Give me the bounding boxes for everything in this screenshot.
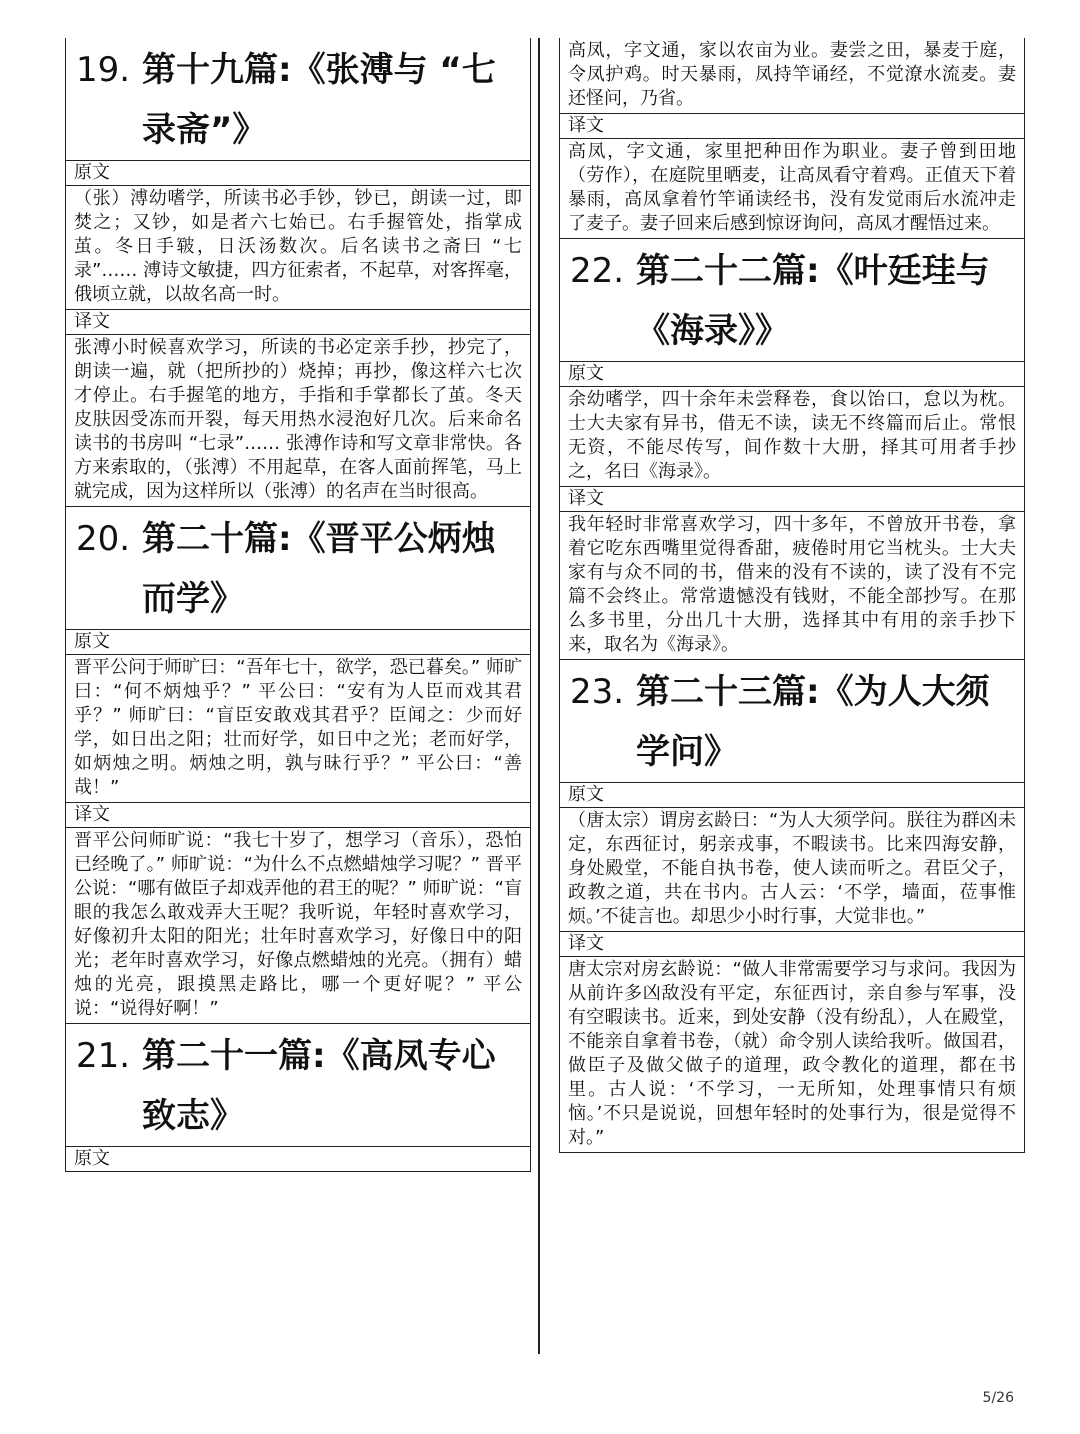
translation-label: 译文	[560, 932, 1024, 957]
translation-label: 译文	[560, 114, 1024, 139]
original-text: 晋平公问于师旷曰：“吾年七十，欲学，恐已暮矣。” 师旷曰：“何不炳烛乎？” 平公曰：“安有为人臣而戏其君乎？” 师旷曰：“盲臣安敢戏其君乎？臣闻之：少而好学，如日出之阳；壮而好学，如日中之光；老而好学，如炳烛之明。炳烛之明，孰与昧行乎？” 平公曰：“善哉！”	[66, 655, 530, 803]
section-number: 21.	[76, 1036, 131, 1076]
translation-text: 高凤，字文通，家里把种田作为职业。妻子曾到田地（劳作），在庭院里晒麦，让高凤看守着鸡。正值天下着暴雨，高凤拿着竹竿诵读经书，没有发觉雨后水流冲走了麦子。妻子回来后感到惊讶询问，高凤才醒悟过来。	[560, 139, 1024, 239]
original-text-label: 原文	[66, 1147, 530, 1172]
original-text-label: 原文	[560, 783, 1024, 808]
section-19-heading	[66, 38, 530, 161]
section-20-heading	[66, 507, 530, 630]
original-text: （张）溥幼嗜学，所读书必手钞，钞已，朗读一过，即焚之；又钞，如是者六七始已。右手握管处，指掌成茧。冬日手皲，日沃汤数次。后名读书之斋曰 “七录”…… 溥诗文敏捷，四方征索者，不起草，对客挥毫，俄顷立就，以故名高一时。	[66, 186, 530, 310]
translation-label: 译文	[560, 487, 1024, 512]
translation-label: 译文	[66, 310, 530, 335]
section-title: 第二十二篇:《叶廷珪与《海录》》	[636, 251, 990, 351]
translation-label: 译文	[66, 803, 530, 828]
original-text-label: 原文	[66, 161, 530, 186]
translation-text: 张溥小时候喜欢学习，所读的书必定亲手抄，抄完了，朗读一遍，就（把所抄的）烧掉；再抄，像这样六七次才停止。右手握笔的地方，手指和手掌都长了茧。冬天皮肤因受冻而开裂，每天用热水浸泡好几次。后来命名读书的书房叫 “七录”…… 张溥作诗和写文章非常快。各方来索取的，（张溥）不用起草，在客人面前挥笔，马上就完成，因为这样所以（张溥）的名声在当时很高。	[66, 335, 530, 507]
section-title: 第十九篇:《张溥与 “七录斋”》	[142, 50, 496, 150]
section-title: 第二十一篇:《高凤专心致志》	[142, 1036, 496, 1136]
section-number: 19.	[76, 50, 131, 90]
original-text: 高凤，字文通，家以农亩为业。妻尝之田，暴麦于庭，令凤护鸡。时天暴雨，凤持竿诵经，不觉潦水流麦。妻还怪问，乃省。	[560, 38, 1024, 114]
right-column	[559, 38, 1025, 1153]
section-title: 第二十三篇:《为人大须学问》	[636, 672, 990, 772]
original-text-label: 原文	[560, 362, 1024, 387]
translation-text: 晋平公问师旷说：“我七十岁了，想学习（音乐），恐怕已经晚了。” 师旷说：“为什么不点燃蜡烛学习呢？” 晋平公说：“哪有做臣子却戏弄他的君王的呢？” 师旷说：“盲眼的我怎么敢戏弄大王呢？我听说，年轻时喜欢学习，好像初升太阳的阳光；壮年时喜欢学习，好像日中的阳光；老年时喜欢学习，好像点燃蜡烛的光亮。（拥有）蜡烛的光亮，跟摸黑走路比，哪一个更好呢？” 平公说：“说得好啊！”	[66, 828, 530, 1024]
column-divider	[538, 38, 540, 1354]
section-number: 22.	[570, 251, 625, 291]
translation-text: 我年轻时非常喜欢学习，四十多年，不曾放开书卷，拿着它吃东西嘴里觉得香甜，疲倦时用它当枕头。士大夫家有与众不同的书，借来的没有不读的，读了没有不完篇不会终止。常常遗憾没有钱财，不能全部抄写。在那么多书里，分出几十大册，选择其中有用的亲手抄下来，取名为《海录》。	[560, 512, 1024, 660]
section-title: 第二十篇:《晋平公炳烛而学》	[142, 519, 496, 619]
left-column	[65, 38, 531, 1172]
original-text: （唐太宗）谓房玄龄曰：“为人大须学问。朕往为群凶未定，东西征讨，躬亲戎事，不暇读书。比来四海安静，身处殿堂，不能自执书卷，使人读而听之。君臣父子，政教之道，共在书内。古人云：‘不学，墙面，莅事惟烦。’不徒言也。却思少小时行事，大觉非也。”	[560, 808, 1024, 932]
section-21-heading	[66, 1024, 530, 1147]
original-text: 余幼嗜学，四十余年未尝释卷，食以饴口，怠以为枕。士大夫家有异书，借无不读，读无不终篇而后止。常恨无资，不能尽传写，间作数十大册，择其可用者手抄之，名曰《海录》。	[560, 387, 1024, 487]
section-number: 20.	[76, 519, 131, 559]
section-23-heading	[560, 660, 1024, 783]
section-22-heading	[560, 239, 1024, 362]
page-number: 5/26	[982, 1390, 1014, 1406]
section-number: 23.	[570, 672, 625, 712]
original-text-label: 原文	[66, 630, 530, 655]
translation-text: 唐太宗对房玄龄说：“做人非常需要学习与求问。我因为从前许多凶敌没有平定，东征西讨，亲自参与军事，没有空暇读书。近来，到处安静（没有纷乱），人在殿堂，不能亲自拿着书卷，（就）命令别人读给我听。做国君，做臣子及做父做子的道理，政令教化的道理，都在书里。古人说：‘不学习，一无所知，处理事情只有烦恼。’不只是说说，回想年轻时的处事行为，很是觉得不对。”	[560, 957, 1024, 1153]
